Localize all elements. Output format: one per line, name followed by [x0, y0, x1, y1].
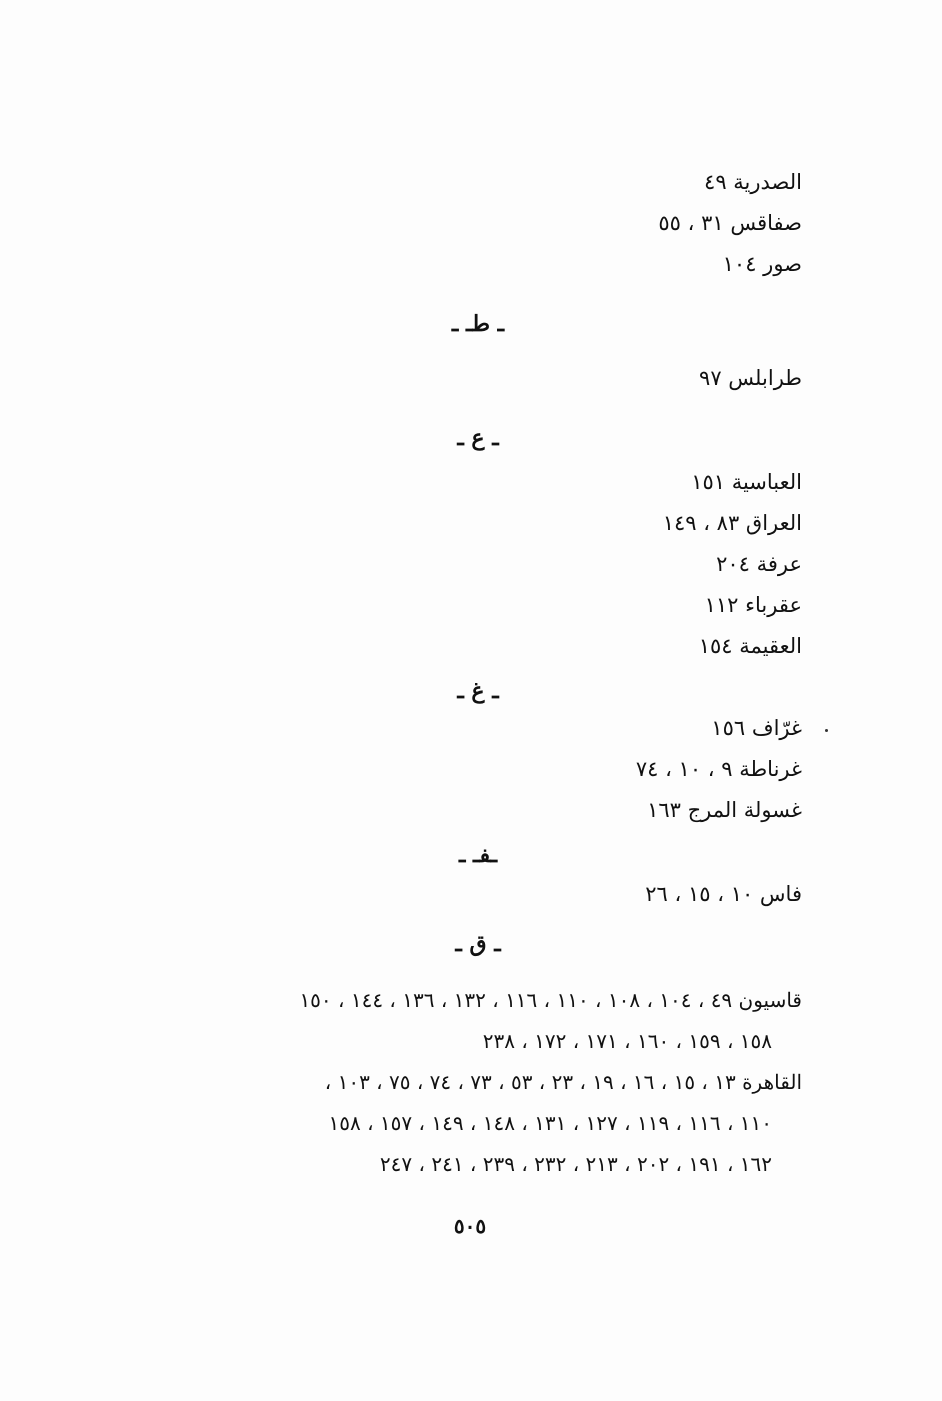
index-entry: العقيمة ١٥٤	[698, 634, 802, 658]
index-entry: صور ١٠٤	[722, 252, 802, 276]
index-entry: الصدرية ٤٩	[704, 170, 802, 194]
index-entry: صفاقس ٣١ ، ٥٥	[658, 211, 802, 235]
index-entry-line: القاهرة ١٣ ، ١٥ ، ١٦ ، ١٩ ، ٢٣ ، ٥٣ ، ٧٣ ، ٧٤ ، ٧٥ ، ١٠٣ ،	[324, 1070, 802, 1094]
index-entry: العراق ٨٣ ، ١٤٩	[662, 511, 802, 535]
section-ayn-entries	[162, 462, 802, 667]
index-entry-line: ١١٠ ، ١١٦ ، ١١٩ ، ١٢٧ ، ١٣١ ، ١٤٨ ، ١٤٩ ، ١٥٧ ، ١٥٨	[328, 1111, 772, 1135]
index-entry: غرّاف ١٥٦	[711, 716, 802, 740]
index-entry: العباسية ١٥١	[691, 470, 802, 494]
index-entry-line: ١٦٢ ، ١٩١ ، ٢٠٢ ، ٢١٣ ، ٢٣٢ ، ٢٣٩ ، ٢٤١ ، ٢٤٧	[379, 1152, 772, 1176]
index-entry: عرفة ٢٠٤	[716, 552, 802, 576]
letter-header-fa: ـفـ ـ	[458, 842, 498, 868]
letter-header-ayn: ـ ع ـ	[457, 425, 499, 451]
page-number: ٥٠٥	[453, 1214, 487, 1238]
index-entry: غسولة المرج ١٦٣	[647, 798, 802, 822]
section-ghayn-entries	[162, 708, 802, 831]
letter-header-ta: ـ طـ ـ	[451, 311, 505, 337]
section-sad-entries	[162, 162, 802, 285]
stray-mark	[825, 729, 828, 732]
section-qaf-entries	[152, 980, 802, 1185]
index-entry: فاس ١٠ ، ١٥ ، ٢٦	[645, 882, 802, 906]
letter-header-qaf: ـ ق ـ	[455, 931, 501, 957]
letter-header-ghayn: ـ غ ـ	[457, 678, 499, 704]
section-ta-entries	[162, 358, 802, 399]
index-entry: غرناطة ٩ ، ١٠ ، ٧٤	[635, 757, 802, 781]
index-entry-line: قاسيون ٤٩ ، ١٠٤ ، ١٠٨ ، ١١٠ ، ١١٦ ، ١٣٢ ، ١٣٦ ، ١٤٤ ، ١٥٠	[299, 988, 802, 1012]
index-entry-line: ١٥٨ ، ١٥٩ ، ١٦٠ ، ١٧١ ، ١٧٢ ، ٢٣٨	[482, 1029, 772, 1053]
section-fa-entries	[162, 874, 802, 915]
index-entry: عقرباء ١١٢	[704, 593, 802, 617]
index-entry: طرابلس ٩٧	[699, 366, 802, 390]
